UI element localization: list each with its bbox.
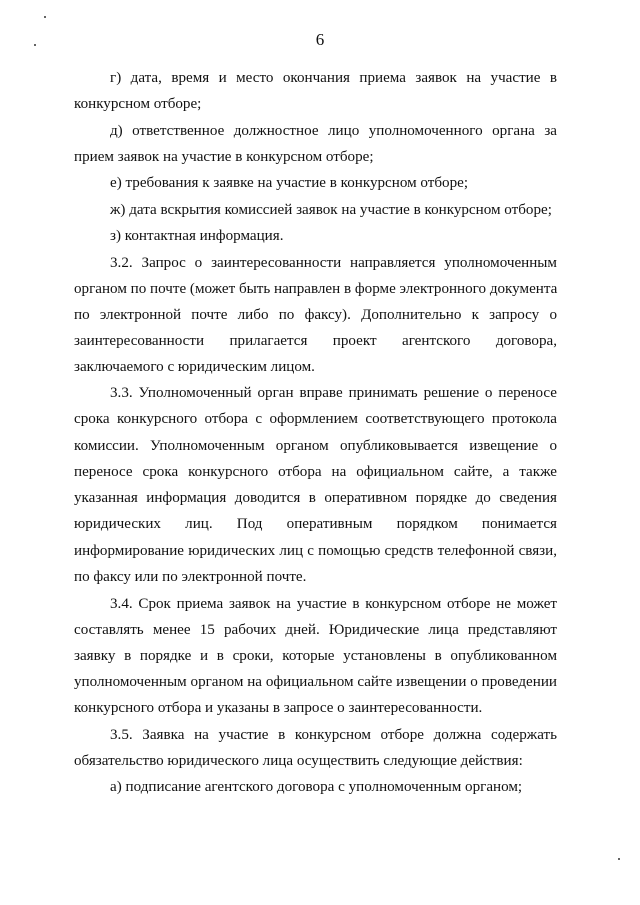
text-line: срока конкурсного отбора с оформлением соответствующего протокола bbox=[74, 411, 557, 427]
text-line: заявку в порядке и в сроки, которые установлены в опубликованном bbox=[74, 648, 557, 664]
scan-dot bbox=[618, 858, 620, 860]
text-line: прием заявок на участие в конкурсном отборе; bbox=[74, 149, 374, 165]
text-line: 3.3. Уполномоченный орган вправе принимать решение о переносе bbox=[110, 385, 557, 401]
text-line: уполномоченным органом на официальном сайте извещении о проведении bbox=[74, 674, 557, 690]
text-line: 3.4. Срок приема заявок на участие в конкурсном отборе не может bbox=[110, 596, 557, 612]
text-line: е) требования к заявке на участие в конкурсном отборе; bbox=[110, 175, 469, 191]
text-line: 3.5. Заявка на участие в конкурсном отборе должна содержать bbox=[110, 727, 557, 743]
text-line: г) дата, время и место окончания приема заявок на участие в bbox=[110, 70, 557, 86]
text-line: по факсу или по электронной почте. bbox=[74, 569, 307, 585]
text-line: а) подписание агентского договора с уполномоченным органом; bbox=[110, 779, 523, 795]
text-line: обязательство юридического лица осуществить следующие действия: bbox=[74, 753, 523, 769]
text-line: д) ответственное должностное лицо уполномоченного органа за bbox=[110, 123, 557, 139]
text-line: переносе срока конкурсного отбора на официальном сайте, а также bbox=[74, 464, 557, 480]
text-line: 3.2. Запрос о заинтересованности направляется уполномоченным bbox=[110, 255, 557, 271]
text-line: ж) дата вскрытия комиссией заявок на участие в конкурсном отборе; bbox=[110, 202, 552, 218]
text-line: составлять менее 15 рабочих дней. Юридические лица представляют bbox=[74, 622, 557, 638]
text-line: по электронной почте либо по факсу). Дополнительно к запросу о bbox=[74, 307, 557, 323]
text-line: конкурсном отборе; bbox=[74, 96, 202, 112]
scan-dot bbox=[44, 16, 46, 18]
text-line: конкурсного отбора и указаны в запросе о заинтересованности. bbox=[74, 700, 483, 716]
text-line: заинтересованности прилагается проект агентского договора, bbox=[74, 333, 557, 349]
text-line: юридических лиц. Под оперативным порядком понимается bbox=[74, 516, 557, 532]
text-line: заключаемого с юридическим лицом. bbox=[74, 359, 315, 375]
text-line: комиссии. Уполномоченным органом опубликовывается извещение о bbox=[74, 438, 557, 454]
text-line: з) контактная информация. bbox=[110, 228, 284, 244]
page-number: 6 bbox=[315, 30, 325, 49]
text-line: указанная информация доводится в оперативном порядке до сведения bbox=[74, 490, 557, 506]
text-line: информирование юридических лиц с помощью средств телефонной связи, bbox=[74, 543, 557, 559]
text-line: органом по почте (может быть направлен в форме электронного документа bbox=[74, 281, 558, 297]
